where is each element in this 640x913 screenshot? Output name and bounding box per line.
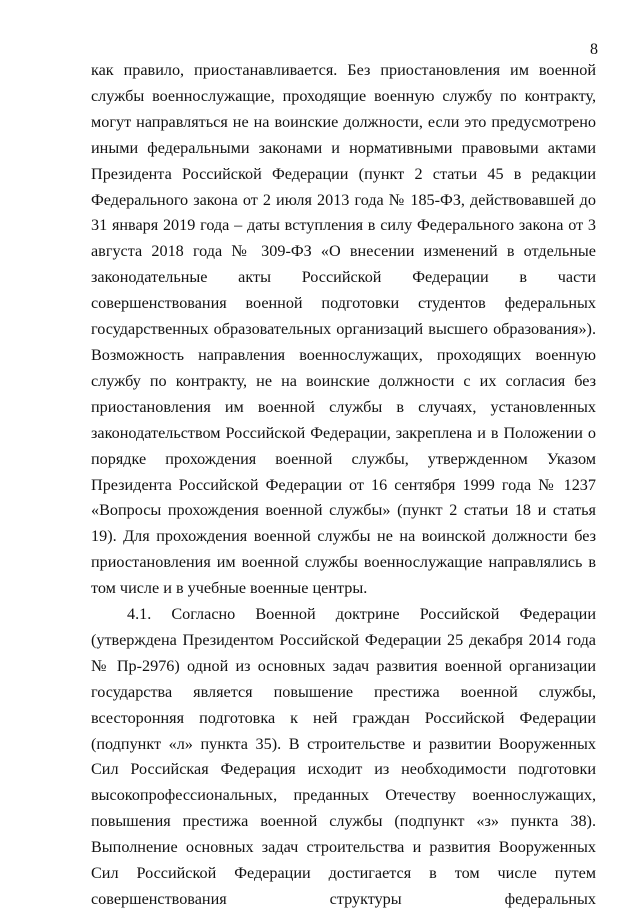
page-number: 8 [590,41,598,58]
paragraph-section-4-1: 4.1. Согласно Военной доктрине Российской Федерации (утверждена Президентом Российской Федерации 25 декабря 2014 года № Пр-2976) одной из основных задач развития военной организации государства является повышение престижа военной службы, всесторонняя подготовка к ней граждан Российской Федерации (подпункт «л» пункта 35). В строительстве и развитии Вооруженных Сил Российская Федерация исходит из необходимости подготовки высокопрофессиональных, преданных Отечеству военнослужащих, повышения престижа военной службы (подпункт «з» пункта 38). Выполнение основных задач строительства и развития Вооруженных Сил Российской Федерации достигается в том числе путем совершенствования структуры федеральных [91,605,596,908]
paragraph-continuation: как правило, приостанавливается. Без приостановления им военной службы военнослужащие, проходящие военную службу по контракту, могут направляться не на воинские должности, если это предусмотрено иными федеральными законами и нормативными правовыми актами Президента Российской Федерации (пункт 2 статьи 45 в редакции Федерального закона от 2 июля 2013 года № 185-ФЗ, действовавшей до 31 января 2019 года – даты вступления в силу Федерального закона от 3 августа 2018 года № 309-ФЗ «О внесении изменений в отдельные законодательные акты Российской Федерации в части совершенствования военной подготовки студентов федеральных государственных образовательных организаций высшего образования»). Возможность направления военнослужащих, проходящих военную службу по контракту, не на воинские должности с их согласия без приостановления им военной службы в случаях, установленных законодательством Российской Федерации, закреплена и в Положении о порядке прохождения военной службы, утвержденном Указом Президента Российской Федерации от 16 сентября 1999 года № 1237 «Вопросы прохождения военной службы» (пункт 2 статьи 18 и статья 19). Для прохождения военной службы не на воинской должности без приостановления им военной службы военнослужащие направлялись в том числе и в учебные военные центры. [91,61,596,598]
document-body [91,58,596,913]
